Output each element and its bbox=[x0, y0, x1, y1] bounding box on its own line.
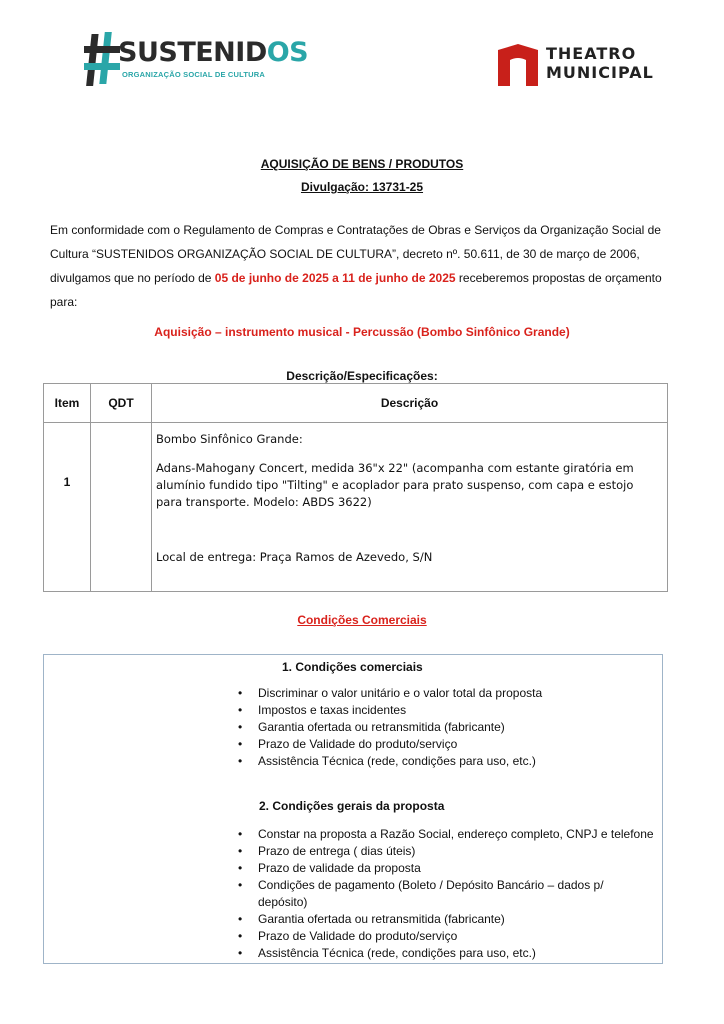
section1-title: 1. Condições comerciais bbox=[282, 660, 423, 674]
document-title: AQUISIÇÃO DE BENS / PRODUTOS bbox=[260, 157, 464, 171]
sustenidos-logo bbox=[84, 30, 309, 88]
table-row bbox=[44, 423, 668, 592]
desc-line-3: Local de entrega: Praça Ramos de Azevedo, S/N bbox=[156, 550, 433, 564]
intro-text-2: receberemos propostas de orçamento para: bbox=[50, 271, 662, 309]
desc-line-1: Bombo Sinfônico Grande: bbox=[156, 432, 303, 446]
header-description: Descrição bbox=[152, 384, 668, 423]
cell-description bbox=[152, 423, 668, 592]
list-item: • Impostos e taxas incidentes bbox=[234, 702, 634, 719]
header-qdt: QDT bbox=[91, 384, 152, 423]
intro-text-1: Em conformidade com o Regulamento de Compras e Contratações de Obras e Serviços da Organização Social de Cultura “SUSTENIDOS ORGANIZAÇÃO SOCIAL DE CULTURA”, decreto nº. 50.611, de 30 de março de 2006, divulgamos que no período de bbox=[50, 223, 661, 285]
logo-line-1: THEATRO bbox=[546, 44, 637, 63]
cell-qdt bbox=[91, 423, 152, 592]
list-item: • Prazo de Validade do produto/serviço bbox=[234, 736, 634, 753]
logo-subtitle: ORGANIZAÇÃO SOCIAL DE CULTURA bbox=[122, 70, 266, 79]
section2-title: 2. Condições gerais da proposta bbox=[259, 799, 445, 813]
list-item: • Prazo de validade da proposta bbox=[234, 860, 654, 877]
list-item: • Prazo de Validade do produto/serviço bbox=[234, 928, 654, 945]
theatro-municipal-logo bbox=[496, 42, 666, 88]
list-item: • Condições de pagamento (Boleto / Depósito Bancário – dados p/ depósito) bbox=[234, 877, 654, 911]
conditions-box bbox=[43, 654, 663, 964]
conditions-heading: Condições Comerciais bbox=[297, 613, 427, 627]
list-item: • Garantia ofertada ou retransmitida (fabricante) bbox=[234, 719, 634, 736]
intro-period: 05 de junho de 2025 a 11 de junho de 2025 bbox=[214, 271, 456, 285]
intro-paragraph bbox=[50, 218, 674, 314]
document-subtitle: Divulgação: 13731-25 bbox=[300, 180, 424, 194]
logo-name: SUSTENIDOS bbox=[118, 37, 309, 68]
logo-line-2: MUNICIPAL bbox=[546, 63, 654, 82]
section2-list bbox=[234, 826, 654, 962]
list-item: • Prazo de entrega ( dias úteis) bbox=[234, 843, 654, 860]
section1-list bbox=[234, 685, 634, 770]
theatre-arch-icon bbox=[496, 44, 540, 86]
header-item: Item bbox=[44, 384, 91, 423]
list-item: • Garantia ofertada ou retransmitida (fabricante) bbox=[234, 911, 654, 928]
specs-heading: Descrição/Especificações: bbox=[286, 369, 438, 383]
list-item: • Constar na proposta a Razão Social, endereço completo, CNPJ e telefone bbox=[234, 826, 654, 843]
list-item: • Assistência Técnica (rede, condições para uso, etc.) bbox=[234, 945, 654, 962]
subject-heading: Aquisição – instrumento musical - Percussão (Bombo Sinfônico Grande) bbox=[154, 325, 570, 339]
list-item: • Assistência Técnica (rede, condições para uso, etc.) bbox=[234, 753, 634, 770]
list-item: • Discriminar o valor unitário e o valor total da proposta bbox=[234, 685, 634, 702]
desc-line-2: Adans-Mahogany Concert, medida 36"x 22" (acompanha com estante giratória em alumínio fundido tipo "Tilting" e acoplador para prato suspenso, com capa e estojo para transporte. Modelo: ABDS 3622) bbox=[156, 461, 634, 509]
items-table bbox=[43, 383, 668, 592]
cell-item: 1 bbox=[44, 423, 91, 592]
table-header-row bbox=[44, 384, 668, 423]
